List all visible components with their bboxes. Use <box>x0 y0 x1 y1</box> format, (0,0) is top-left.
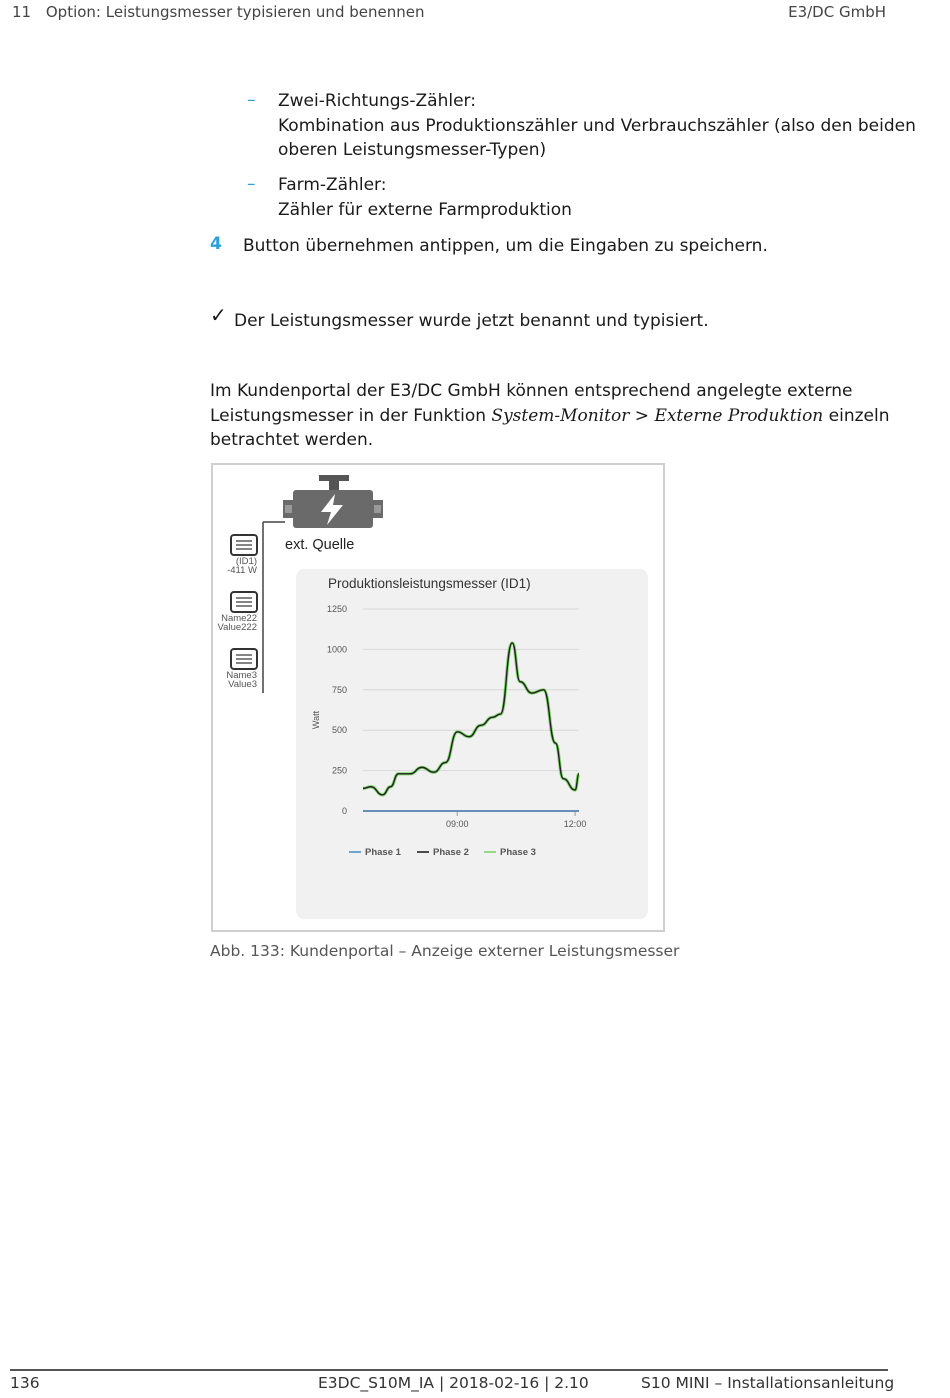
chart-panel <box>296 569 648 919</box>
y-tick-label: 250 <box>331 765 347 776</box>
list-dash: – <box>247 174 256 194</box>
chapter-number: 11 <box>12 3 32 21</box>
chapter-title: Option: Leistungsmesser typisieren und benennen <box>45 3 425 21</box>
meter-icon <box>231 592 257 612</box>
meter-icon <box>231 535 257 555</box>
paragraph-line: betrachtet werden. <box>210 430 374 450</box>
step-number: 4 <box>210 234 222 254</box>
result-text: Der Leistungsmesser wurde jetzt benannt und typisiert. <box>234 311 709 331</box>
list-dash: – <box>247 90 256 110</box>
checkmark-icon: ✓ <box>210 303 227 327</box>
paragraph-text: einzeln <box>828 405 890 426</box>
footer-divider <box>10 1369 888 1371</box>
document-title: S10 MINI – Installationsanleitung <box>641 1374 895 1392</box>
legend-label[interactable]: Phase 1 <box>365 847 401 858</box>
list-item-title: Farm-Zähler: <box>278 175 387 195</box>
list-item <box>278 173 572 222</box>
x-tick-label: 12:00 <box>563 819 587 829</box>
source-label: ext. Quelle <box>285 537 355 553</box>
running-header-company: E3/DC GmbH <box>788 3 886 21</box>
document-id: E3DC_S10M_IA | 2018-02-16 | 2.10 <box>318 1374 589 1392</box>
menu-path-system-monitor: System-Monitor <box>491 405 630 426</box>
list-item <box>278 89 916 163</box>
running-header-chapter <box>12 3 424 21</box>
chart-title: Produktionsleistungsmesser (ID1) <box>328 576 531 591</box>
list-item-desc: oberen Leistungsmesser-Typen) <box>278 140 547 160</box>
figure-screenshot <box>211 463 665 932</box>
meter-value: Value3 <box>228 679 257 690</box>
meter-name: Name3 <box>226 670 257 681</box>
generator-icon <box>283 475 383 528</box>
menu-path-separator: > <box>634 405 650 426</box>
page-number: 136 <box>10 1374 40 1392</box>
portal-figure <box>213 465 663 930</box>
list-item-title: Zwei-Richtungs-Zähler: <box>278 91 476 111</box>
meter-name: (ID1) <box>235 556 257 567</box>
legend-label[interactable]: Phase 3 <box>500 847 536 858</box>
y-axis-label: Watt <box>311 710 321 730</box>
paragraph-line <box>210 404 890 429</box>
paragraph-text: Leistungsmesser in der Funktion <box>210 405 487 426</box>
meter-name: Name22 <box>221 613 257 624</box>
meter-icon <box>231 649 257 669</box>
y-tick-label: 0 <box>341 806 347 816</box>
y-tick-label: 1250 <box>326 604 347 614</box>
step-text: Button übernehmen antippen, um die Eingaben zu speichern. <box>243 236 768 256</box>
x-tick-label: 09:00 <box>445 819 469 829</box>
meter-value: Value222 <box>217 622 257 633</box>
menu-path-externe-produktion: Externe Produktion <box>654 405 824 426</box>
y-tick-label: 750 <box>331 684 347 695</box>
list-item-desc: Zähler für externe Farmproduktion <box>278 199 572 220</box>
y-tick-label: 1000 <box>326 644 347 655</box>
y-tick-label: 500 <box>331 725 347 736</box>
figure-caption: Abb. 133: Kundenportal – Anzeige externer Leistungsmesser <box>210 942 680 960</box>
paragraph <box>210 379 890 453</box>
meter-value: -411 W <box>227 565 257 576</box>
list-item-desc: Kombination aus Produktionszähler und Verbrauchszähler (also den beiden <box>278 115 916 136</box>
legend-label[interactable]: Phase 2 <box>433 847 469 858</box>
paragraph-line: Im Kundenportal der E3/DC GmbH können entsprechend angelegte externe <box>210 381 853 401</box>
